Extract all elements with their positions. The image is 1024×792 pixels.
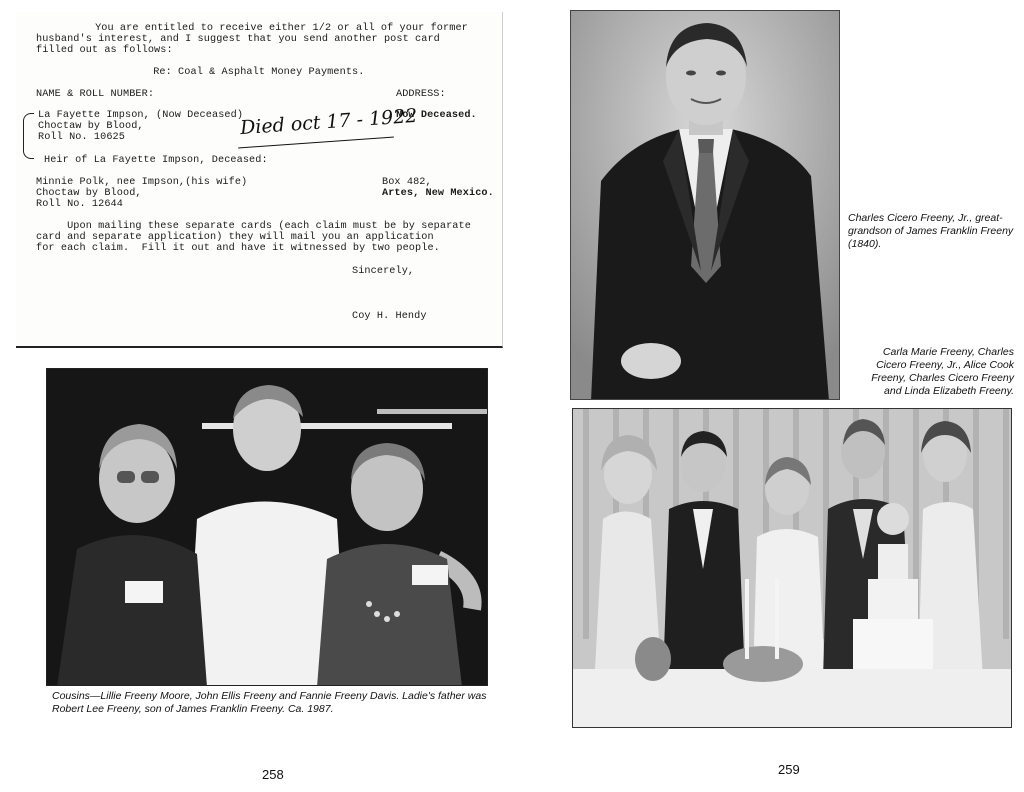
letter-line: Roll No. 10625 (38, 132, 125, 143)
letter-line: Box 482, (382, 177, 432, 188)
page-number-left: 258 (262, 767, 284, 782)
family-caption: Carla Marie Freeny, Charles Cicero Freeny, Jr., Alice Cook Freeny, Charles Cicero Freeny and Linda Elizabeth Freeny. (871, 346, 1014, 397)
letter-line: ADDRESS: (396, 89, 446, 100)
letter-signature: Coy H. Hendy (352, 311, 427, 322)
page-number-right: 259 (778, 762, 800, 777)
cousins-photo (46, 368, 488, 686)
letter-line: NAME & ROLL NUMBER: (36, 89, 155, 100)
letter-line: Minnie Polk, nee Impson,(his wife) (36, 177, 248, 188)
letter-line: Now Deceased. (396, 110, 477, 121)
portrait-caption: Charles Cicero Freeny, Jr., great-grandson of James Franklin Freeny (1840). (848, 212, 1014, 250)
letter-line: Upon mailing these separate cards (each claim must be by separate (36, 221, 471, 232)
letter-line: Choctaw by Blood, (38, 121, 144, 132)
letter-line: La Fayette Impson, (Now Deceased) (38, 110, 244, 121)
letter-line: Sincerely, (352, 266, 415, 277)
cousins-caption: Cousins—Lillie Freeny Moore, John Ellis Freeny and Fannie Freeny Davis. Ladie's father was Robert Lee Freeny, son of James Franklin Freeny. Ca. 1987. (52, 690, 487, 715)
letter-line: Heir of La Fayette Impson, Deceased: (44, 155, 268, 166)
portrait-photo (570, 10, 840, 400)
letter-line: card and separate application) they will mail you an application (36, 232, 434, 243)
letter-line: for each claim. Fill it out and have it witnessed by two people. (36, 243, 440, 254)
letter-line: Choctaw by Blood, (36, 188, 142, 199)
bracket-mark (23, 113, 34, 159)
letter-line: You are entitled to receive either 1/2 or all of your former (64, 23, 468, 34)
letter-line: husband's interest, and I suggest that you send another post card (36, 34, 440, 45)
letter-line: filled out as follows: (36, 45, 173, 56)
family-photo (572, 408, 1012, 728)
letter-line: Artes, New Mexico. (382, 188, 494, 199)
typed-letter (16, 12, 503, 348)
handwritten-underline (238, 137, 394, 149)
letter-line: Roll No. 12644 (36, 199, 123, 210)
handwritten-note: Died oct 17 - 1922 (239, 104, 419, 140)
letter-line: Re: Coal & Asphalt Money Payments. (60, 67, 365, 78)
